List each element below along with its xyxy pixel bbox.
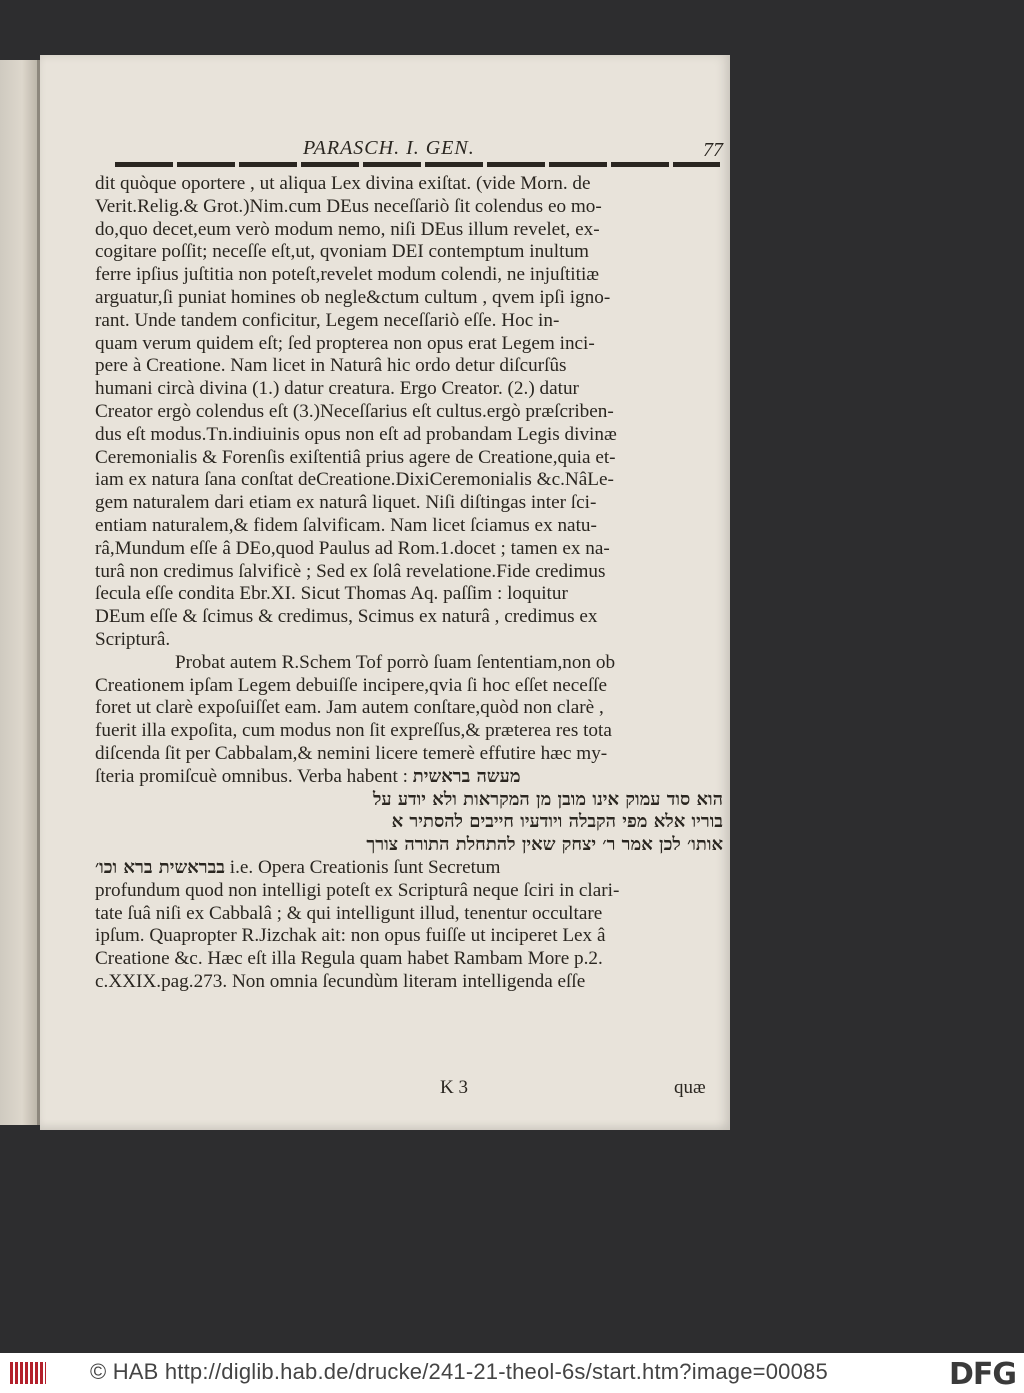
text-line: Ceremonialis & Forenſis exiſtentiâ prius agere de Creatione,quia et- bbox=[95, 446, 616, 468]
header-rule bbox=[115, 162, 720, 167]
text-line: diſcenda ſit per Cabbalam,& nemini licere temerè effutire hæc my- bbox=[95, 742, 608, 764]
barcode-icon bbox=[10, 1362, 46, 1384]
text-line: quam verum quidem eſt; ſed propterea non opus erat Legem inci- bbox=[95, 332, 595, 354]
text-line: Probat autem R.Schem Tof porrò ſuam ſententiam,non ob bbox=[175, 651, 616, 673]
text-line: ſecula eſſe condita Ebr.XI. Sicut Thomas Aq. paſſim : loquitur bbox=[95, 583, 568, 605]
text-line: Scripturâ. bbox=[95, 628, 171, 650]
text-line: arguatur,ſi puniat homines ob negle&ctum cultum , qvem ipſi igno- bbox=[95, 286, 611, 308]
text-line: râ,Mundum eſſe â DEo,quod Paulus ad Rom.1.docet ; tamen ex na- bbox=[95, 537, 610, 559]
dfg-logo: DFG bbox=[948, 1357, 1016, 1392]
text-line: profundum quod non intelligi poteſt ex Scripturâ neque ſciri in clari- bbox=[95, 879, 620, 901]
text-line: DEum eſſe & ſcimus & credimus, Scimus ex naturâ , credimus ex bbox=[95, 606, 598, 628]
text-line: c.XXIX.pag.273. Non omnia ſecundùm literam intelligenda eſſe bbox=[95, 970, 586, 992]
text-line: Verit.Relig.& Grot.)Nim.cum DEus neceſſariò ſit colendus eo mo- bbox=[95, 195, 602, 217]
hebrew-line: הוא סוד עמוק אינו מובן מן המקראות ולא יודע על bbox=[372, 788, 723, 810]
text-line: entiam naturalem,& fidem ſalvificam. Nam licet ſciamus ex natu- bbox=[95, 514, 597, 536]
text-line: ferre ipſius juſtitia non poteſt,revelet modum colendi, ne injuſtitiæ bbox=[95, 264, 600, 286]
text-line: iam ex natura ſana conſtat deCreatione.DixiCeremonialis &c.NâLe- bbox=[95, 469, 614, 491]
previous-page-edge bbox=[0, 60, 40, 1125]
page-header bbox=[285, 137, 725, 163]
text-line: rant. Unde tandem conficitur, Legem neceſſariò eſſe. Hoc in- bbox=[95, 309, 560, 331]
text-line: cogitare poſſit; neceſſe eſt,ut, qvoniam DEI contemptum inultum bbox=[95, 241, 589, 263]
text-line: Creator ergò colendus eſt (3.)Neceſſarius eſt cultus.ergò præſcriben- bbox=[95, 400, 614, 422]
text-line: fuerit illa expoſita, cum modus non ſit expreſſus,& præterea res tota bbox=[95, 720, 612, 742]
running-head: PARASCH. I. GEN. bbox=[303, 137, 475, 159]
text-line: do,quo decet,eum verò modum nemo, niſi DEus illum revelet, ex- bbox=[95, 218, 600, 240]
text-line: Creatione &c. Hæc eſt illa Regula quam habet Rambam More p.2. bbox=[95, 948, 603, 970]
footer-bar bbox=[0, 1353, 1024, 1393]
body-text bbox=[95, 173, 723, 994]
text-line: dit quòque oportere , ut aliqua Lex divina exiſtat. (vide Morn. de bbox=[95, 173, 591, 194]
text-line: gem naturalem dari etiam ex naturâ liquet. Niſi diſtingas inter ſci- bbox=[95, 492, 597, 514]
hebrew-line: בוריו אלא מפי הקבלה ויודעיו חייבים להסתיר א bbox=[391, 811, 723, 833]
text-line: humani circà divina (1.) datur creatura. Ergo Creator. (2.) datur bbox=[95, 378, 579, 400]
hebrew-line: אותו׳ לכן אמר ר׳ יצחק שאין להתחלת התורה צורך bbox=[366, 834, 723, 856]
text-line: pere à Creatione. Nam licet in Naturâ hic ordo detur diſcurſûs bbox=[95, 355, 567, 377]
book-page bbox=[40, 55, 730, 1130]
catchword: quæ bbox=[674, 1077, 706, 1098]
text-line-mixed: ſteria promiſcuè omnibus. Verba habent : מעשה בראשית bbox=[95, 765, 521, 787]
text-line-mixed: בבראשית ברא וכו׳ i.e. Opera Creationis ſunt Secretum bbox=[95, 856, 501, 878]
copyright-citation[interactable]: © HAB http://diglib.hab.de/drucke/241-21-theol-6s/start.htm?image=00085 bbox=[90, 1359, 828, 1384]
text-line: ipſum. Quapropter R.Jizchak ait: non opus fuiſſe ut inciperet Lex â bbox=[95, 925, 606, 947]
signature-mark: K 3 bbox=[440, 1077, 468, 1098]
text-line: dus eſt modus.Tn.indiuinis opus non eſt ad probandam Legis divinæ bbox=[95, 423, 617, 445]
page-number: 77 bbox=[703, 139, 723, 161]
text-line: turâ non credimus ſalvificè ; Sed ex ſolâ revelatione.Fide credimus bbox=[95, 560, 606, 582]
text-line: tate ſuâ niſi ex Cabbalâ ; & qui intelligunt illud, tenentur occultare bbox=[95, 902, 603, 924]
text-line: foret ut clarè expoſuiſſet eam. Jam autem conſtare,quòd non clarè , bbox=[95, 697, 604, 719]
text-line: Creationem ipſam Legem debuiſſe incipere,qvia ſi hoc eſſet neceſſe bbox=[95, 674, 607, 696]
